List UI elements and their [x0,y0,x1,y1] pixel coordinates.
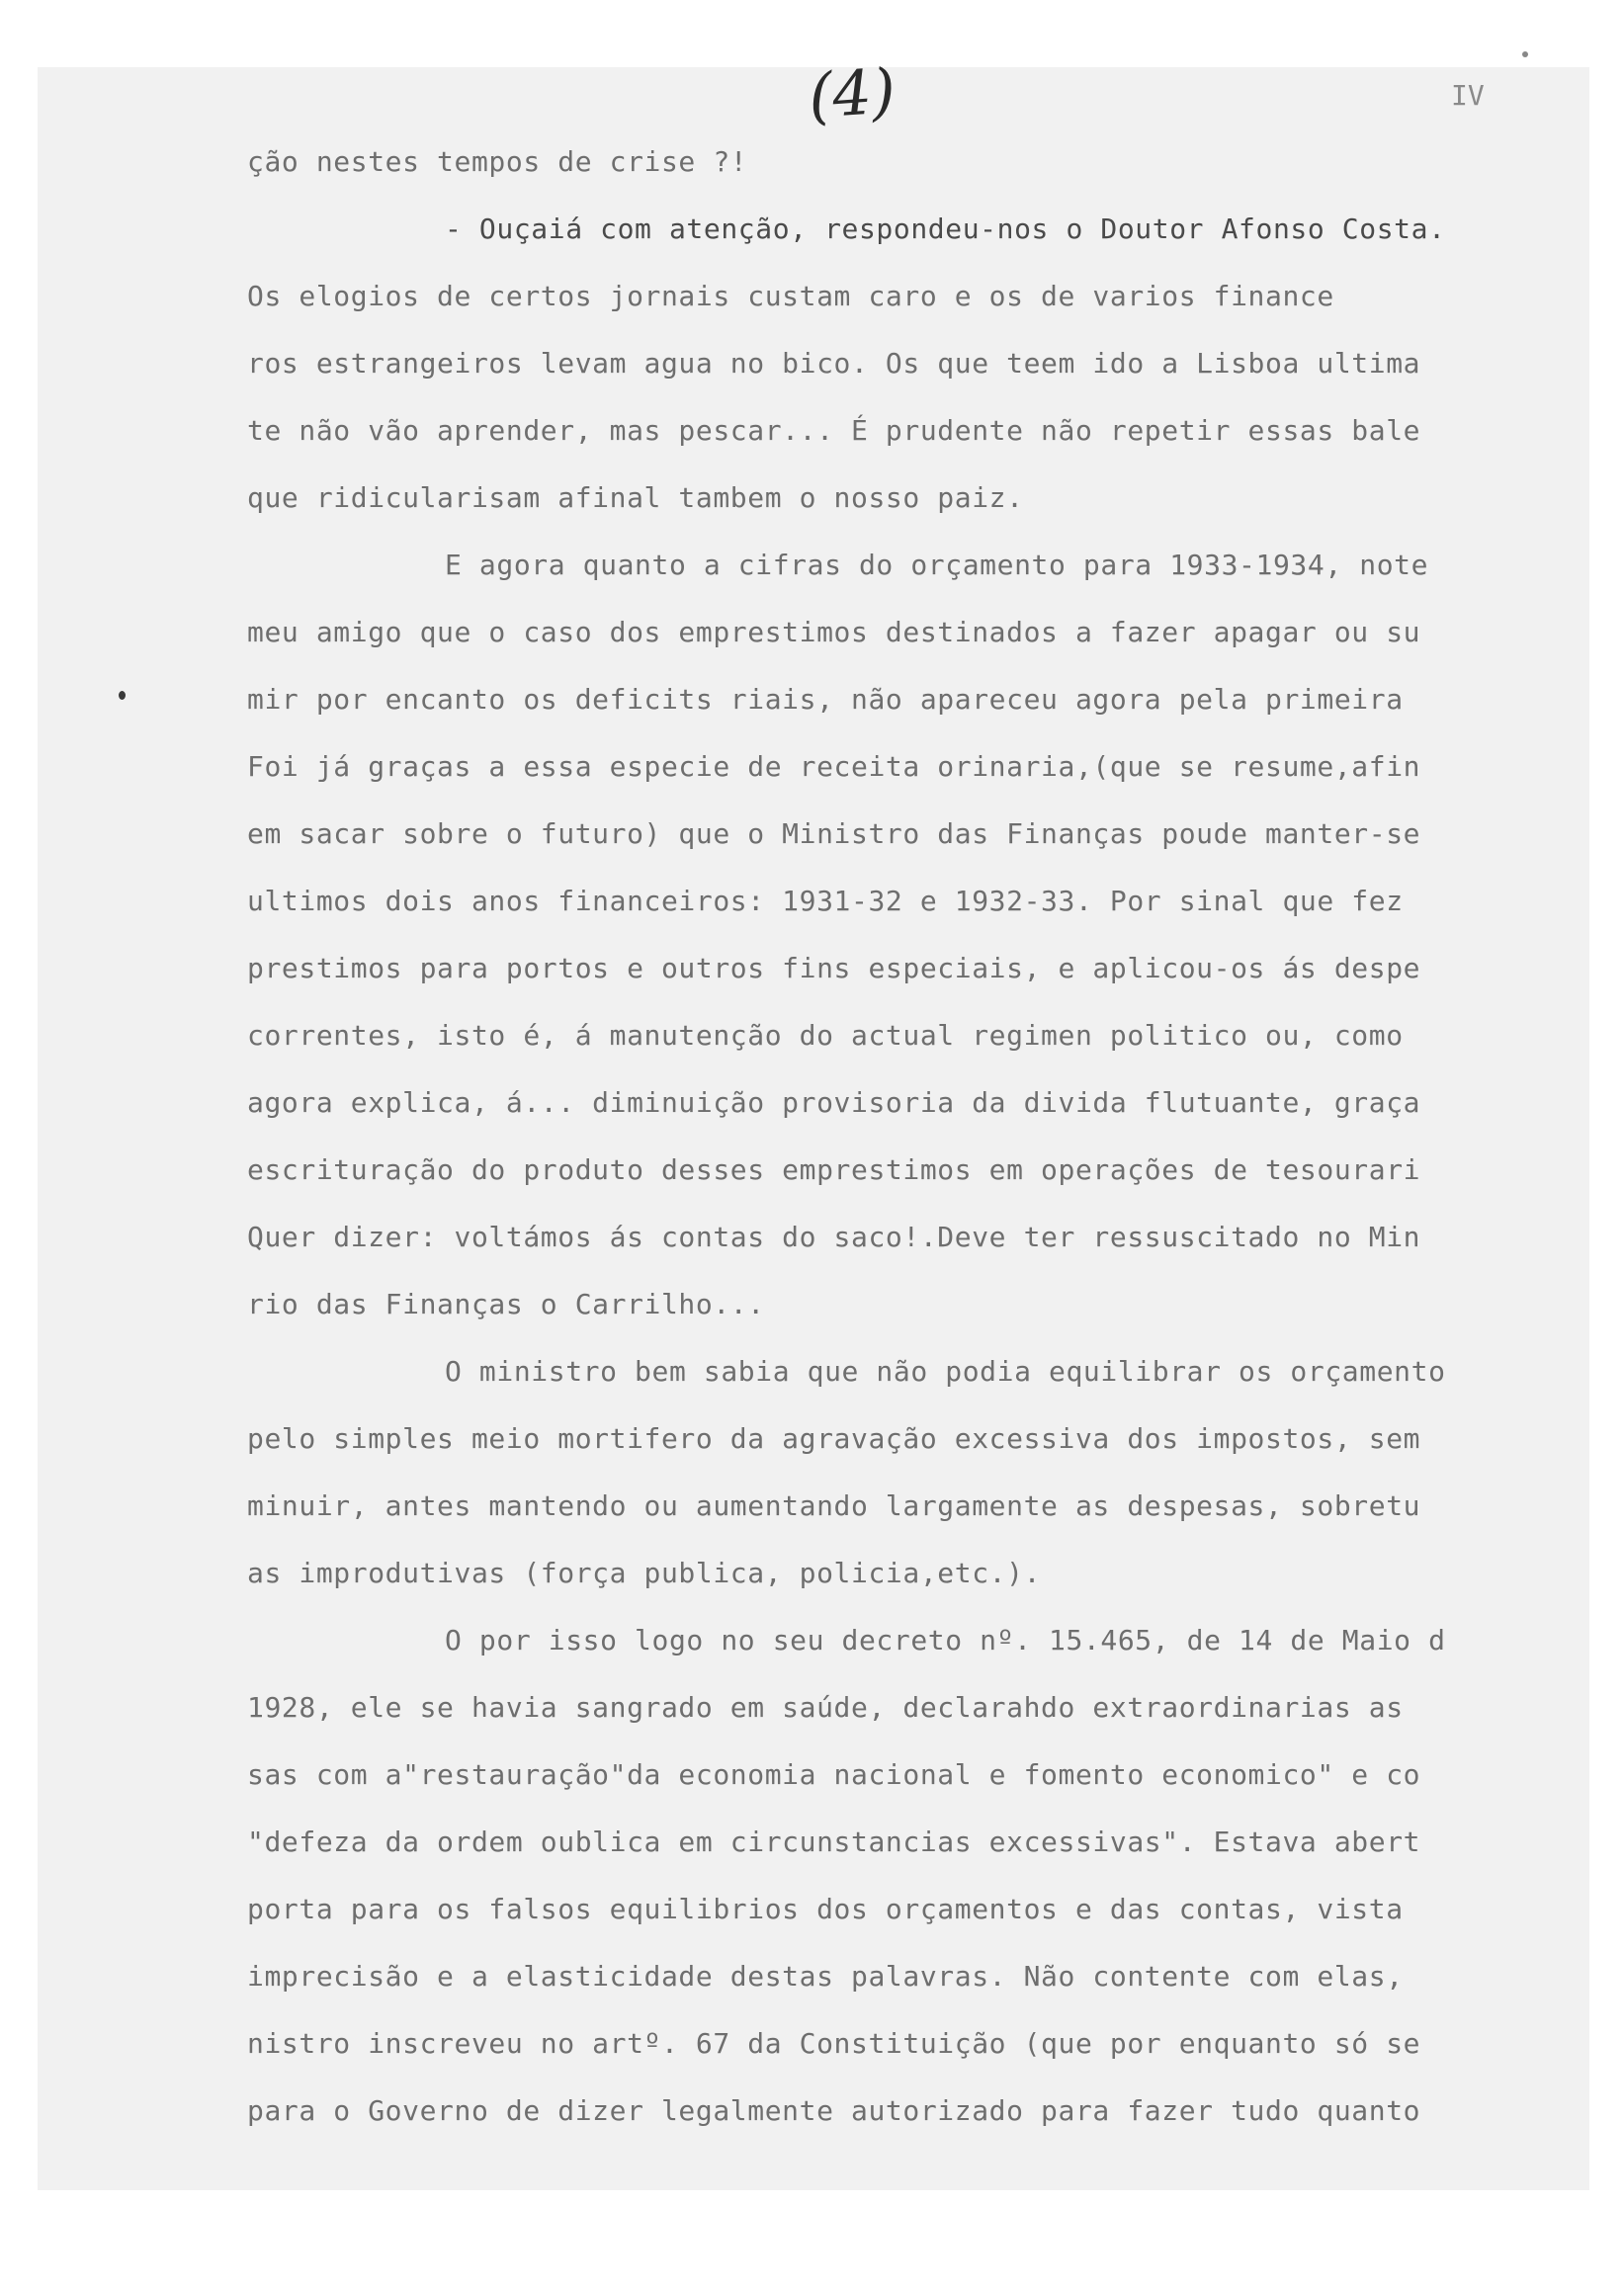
text-line: mir por encanto os deficits riais, não apareceu agora pela primeira [247,683,1404,716]
text-line: para o Governo de dizer legalmente autorizado para fazer tudo quanto [247,2094,1421,2127]
text-line: meu amigo que o caso dos emprestimos destinados a fazer apagar ou su [247,616,1421,648]
text-line: nistro inscreveu no artº. 67 da Constituição (que por enquanto só se [247,2027,1421,2060]
text-line: que ridicularisam afinal tambem o nosso paiz. [247,481,1024,514]
text-line: imprecisão e a elasticidade destas palavras. Não contente com elas, [247,1960,1404,1993]
text-line: porta para os falsos equilibrios dos orçamentos e das contas, vista [247,1893,1404,1925]
text-line: 1928, ele se havia sangrado em saúde, declarahdo extraordinarias as [247,1691,1404,1724]
text-line: ultimos dois anos financeiros: 1931-32 e 1932-33. Por sinal que fez [247,885,1404,917]
text-line: O ministro bem sabia que não podia equilibrar os orçamento [445,1355,1446,1388]
margin-mark [119,691,126,700]
ink-speck [1522,51,1528,57]
text-line: Os elogios de certos jornais custam caro e os de varios finance [247,280,1334,312]
text-line: ção nestes tempos de crise ?! [247,145,748,178]
text-line: escrituração do produto desses emprestimos em operações de tesourari [247,1153,1421,1186]
text-line: pelo simples meio mortifero da agravação excessiva dos impostos, sem [247,1422,1421,1455]
typed-text-block [247,128,1601,2145]
text-line: agora explica, á... diminuição provisoria da divida flutuante, graça [247,1086,1421,1119]
text-line: te não vão aprender, mas pescar... É prudente não repetir essas bale [247,414,1421,447]
text-line: sas com a"restauração"da economia nacional e fomento economico" e co [247,1758,1421,1791]
text-line: minuir, antes mantendo ou aumentando largamente as despesas, sobretu [247,1489,1421,1522]
text-line: prestimos para portos e outros fins especiais, e aplicou-os ás despe [247,952,1421,984]
text-line: - Ouçaiá com atenção, respondeu-nos o Doutor Afonso Costa. [445,212,1446,245]
text-line: rio das Finanças o Carrilho... [247,1288,765,1320]
roman-page-number: IV [1451,79,1485,112]
text-line: Quer dizer: voltámos ás contas do saco!.Deve ter ressuscitado no Min [247,1221,1421,1253]
text-line: correntes, isto é, á manutenção do actual regimen politico ou, como [247,1019,1404,1052]
text-line: as improdutivas (força publica, policia,etc.). [247,1557,1042,1589]
handwritten-page-number: (4) [806,54,898,132]
text-line: Foi já graças a essa especie de receita orinaria,(que se resume,afin [247,750,1421,783]
text-line: em sacar sobre o futuro) que o Ministro das Finanças poude manter-se [247,817,1421,850]
text-line: O por isso logo no seu decreto nº. 15.465, de 14 de Maio d [445,1624,1446,1656]
text-line: ros estrangeiros levam agua no bico. Os que teem ido a Lisboa ultima [247,347,1421,380]
text-line: "defeza da ordem oublica em circunstancias excessivas". Estava abert [247,1826,1421,1858]
text-line: E agora quanto a cifras do orçamento para 1933-1934, note [445,549,1429,581]
